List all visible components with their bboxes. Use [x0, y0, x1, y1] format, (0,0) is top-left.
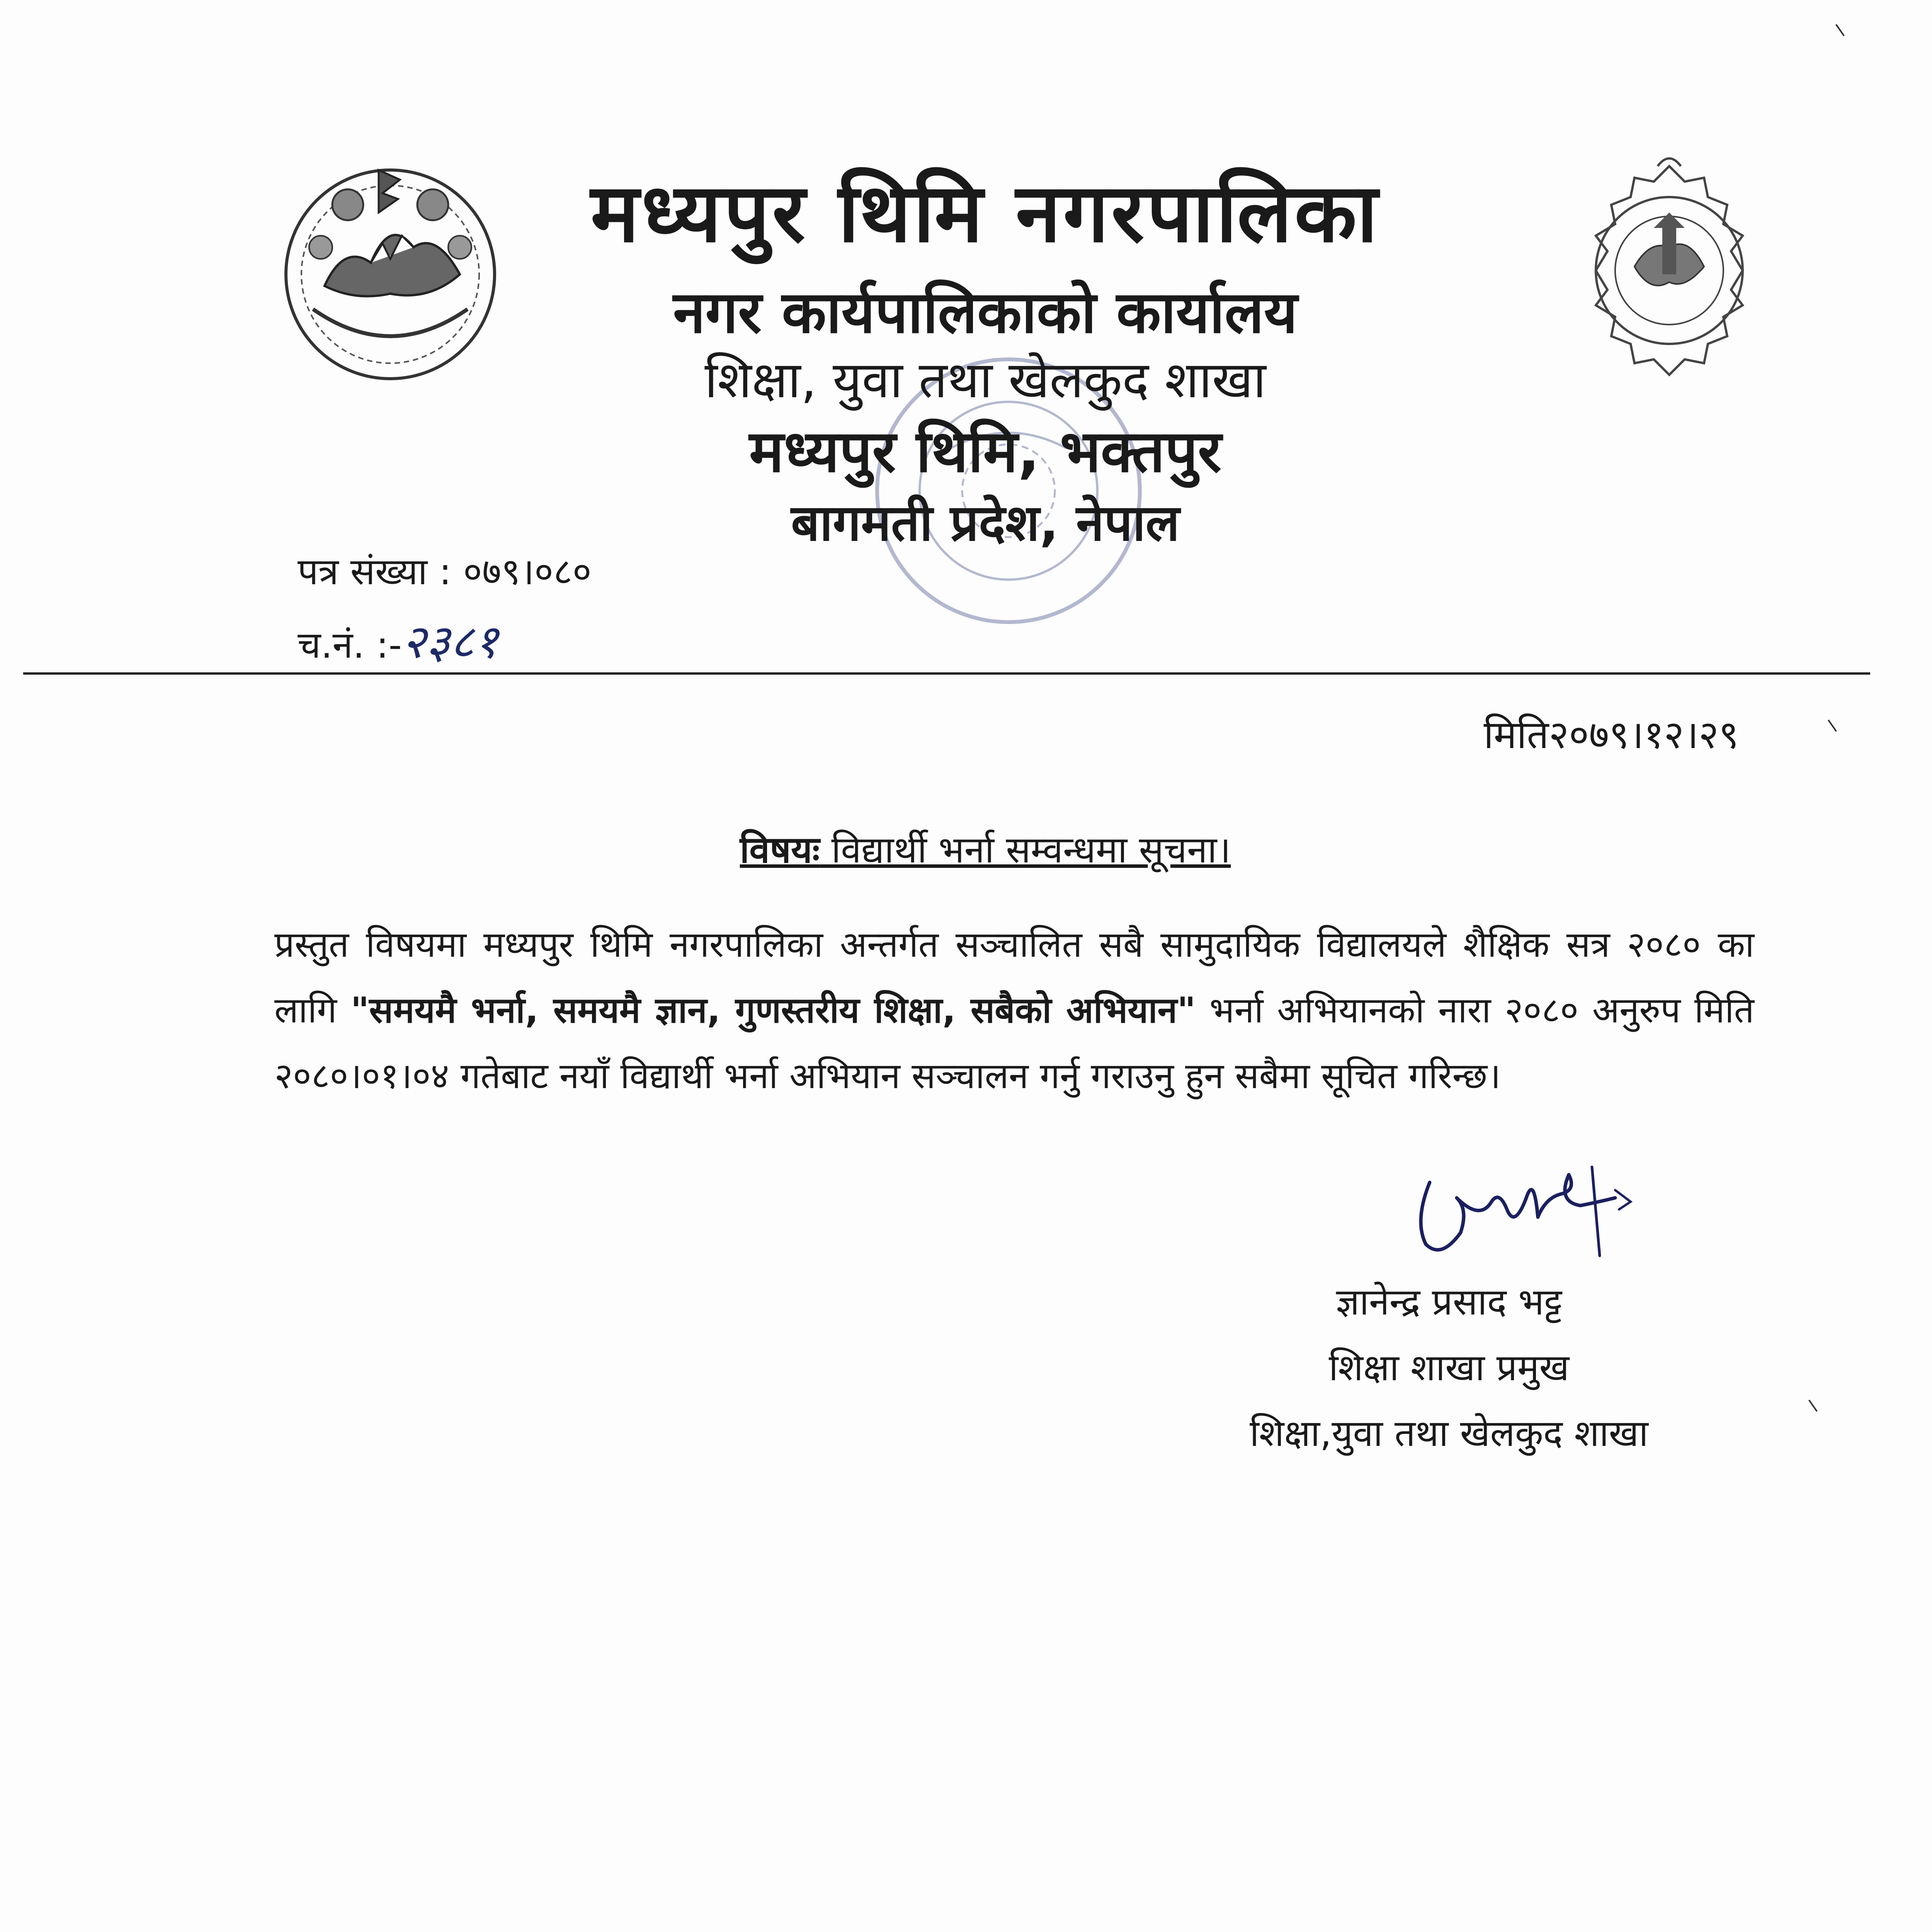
city-title: मध्यपुर थिमि, भक्तपुर: [749, 418, 1222, 485]
header-divider: [23, 672, 1870, 675]
subject-line: [0, 823, 1932, 873]
dispatch-number: [298, 609, 498, 672]
letter-number-label: पत्र संख्या :: [298, 551, 463, 593]
body-part-2: भर्ना अभियानको नारा २०८० अनुरुप मिति २०८०।०१।०४ गतेबाट नयाँ विद्यार्थी भर्ना अभियान सञ्चालन गर्नु गराउनु हुन सबैमा सूचित गरिन्छ।: [274, 990, 1754, 1097]
signature-icon: [1399, 1151, 1638, 1267]
letter-number-value: ०७९।०८०: [463, 551, 592, 593]
signatory-name: ज्ञानेन्द्र प्रसाद भट्ट: [1336, 1281, 1562, 1323]
body-part-1: प्रस्तुत विषयमा मध्यपुर थिमि नगरपालिका अन्तर्गत सञ्चालित सबै सामुदायिक विद्यालयले शैक्षिक सत्र २०८० का लागि: [274, 924, 1754, 1031]
dispatch-number-label: च.नं. :-: [298, 624, 402, 667]
notice-body: [274, 912, 1754, 1109]
signatory-title: शिक्षा शाखा प्रमुख: [1328, 1347, 1570, 1389]
campaign-slogan: "समयमै भर्ना, समयमै ज्ञान, गुणस्तरीय शिक्षा, सबैको अभियान": [350, 990, 1196, 1031]
letter-date: मिति२०७९।१२।२९: [1483, 712, 1739, 757]
municipality-title: मध्यपुर थिमि नगरपालिका: [590, 166, 1380, 260]
scan-mark: [1808, 1400, 1818, 1412]
dispatch-number-value: २३८१: [401, 615, 498, 669]
subject-text: विद्यार्थी भर्ना सम्वन्धमा सूचना।: [820, 829, 1231, 871]
letter-number: [298, 545, 592, 595]
province-title: बागमती प्रदेश, नेपाल: [791, 493, 1180, 552]
scan-mark: [1835, 24, 1845, 36]
scan-mark: [1828, 719, 1837, 732]
office-title: नगर कार्यपालिकाको कार्यालय: [673, 279, 1298, 346]
subject-label: विषयः: [740, 829, 820, 871]
branch-title: शिक्षा, युवा तथा खेलकुद शाखा: [704, 350, 1266, 409]
signatory-branch: शिक्षा,युवा तथा खेलकुद शाखा: [1250, 1412, 1648, 1455]
